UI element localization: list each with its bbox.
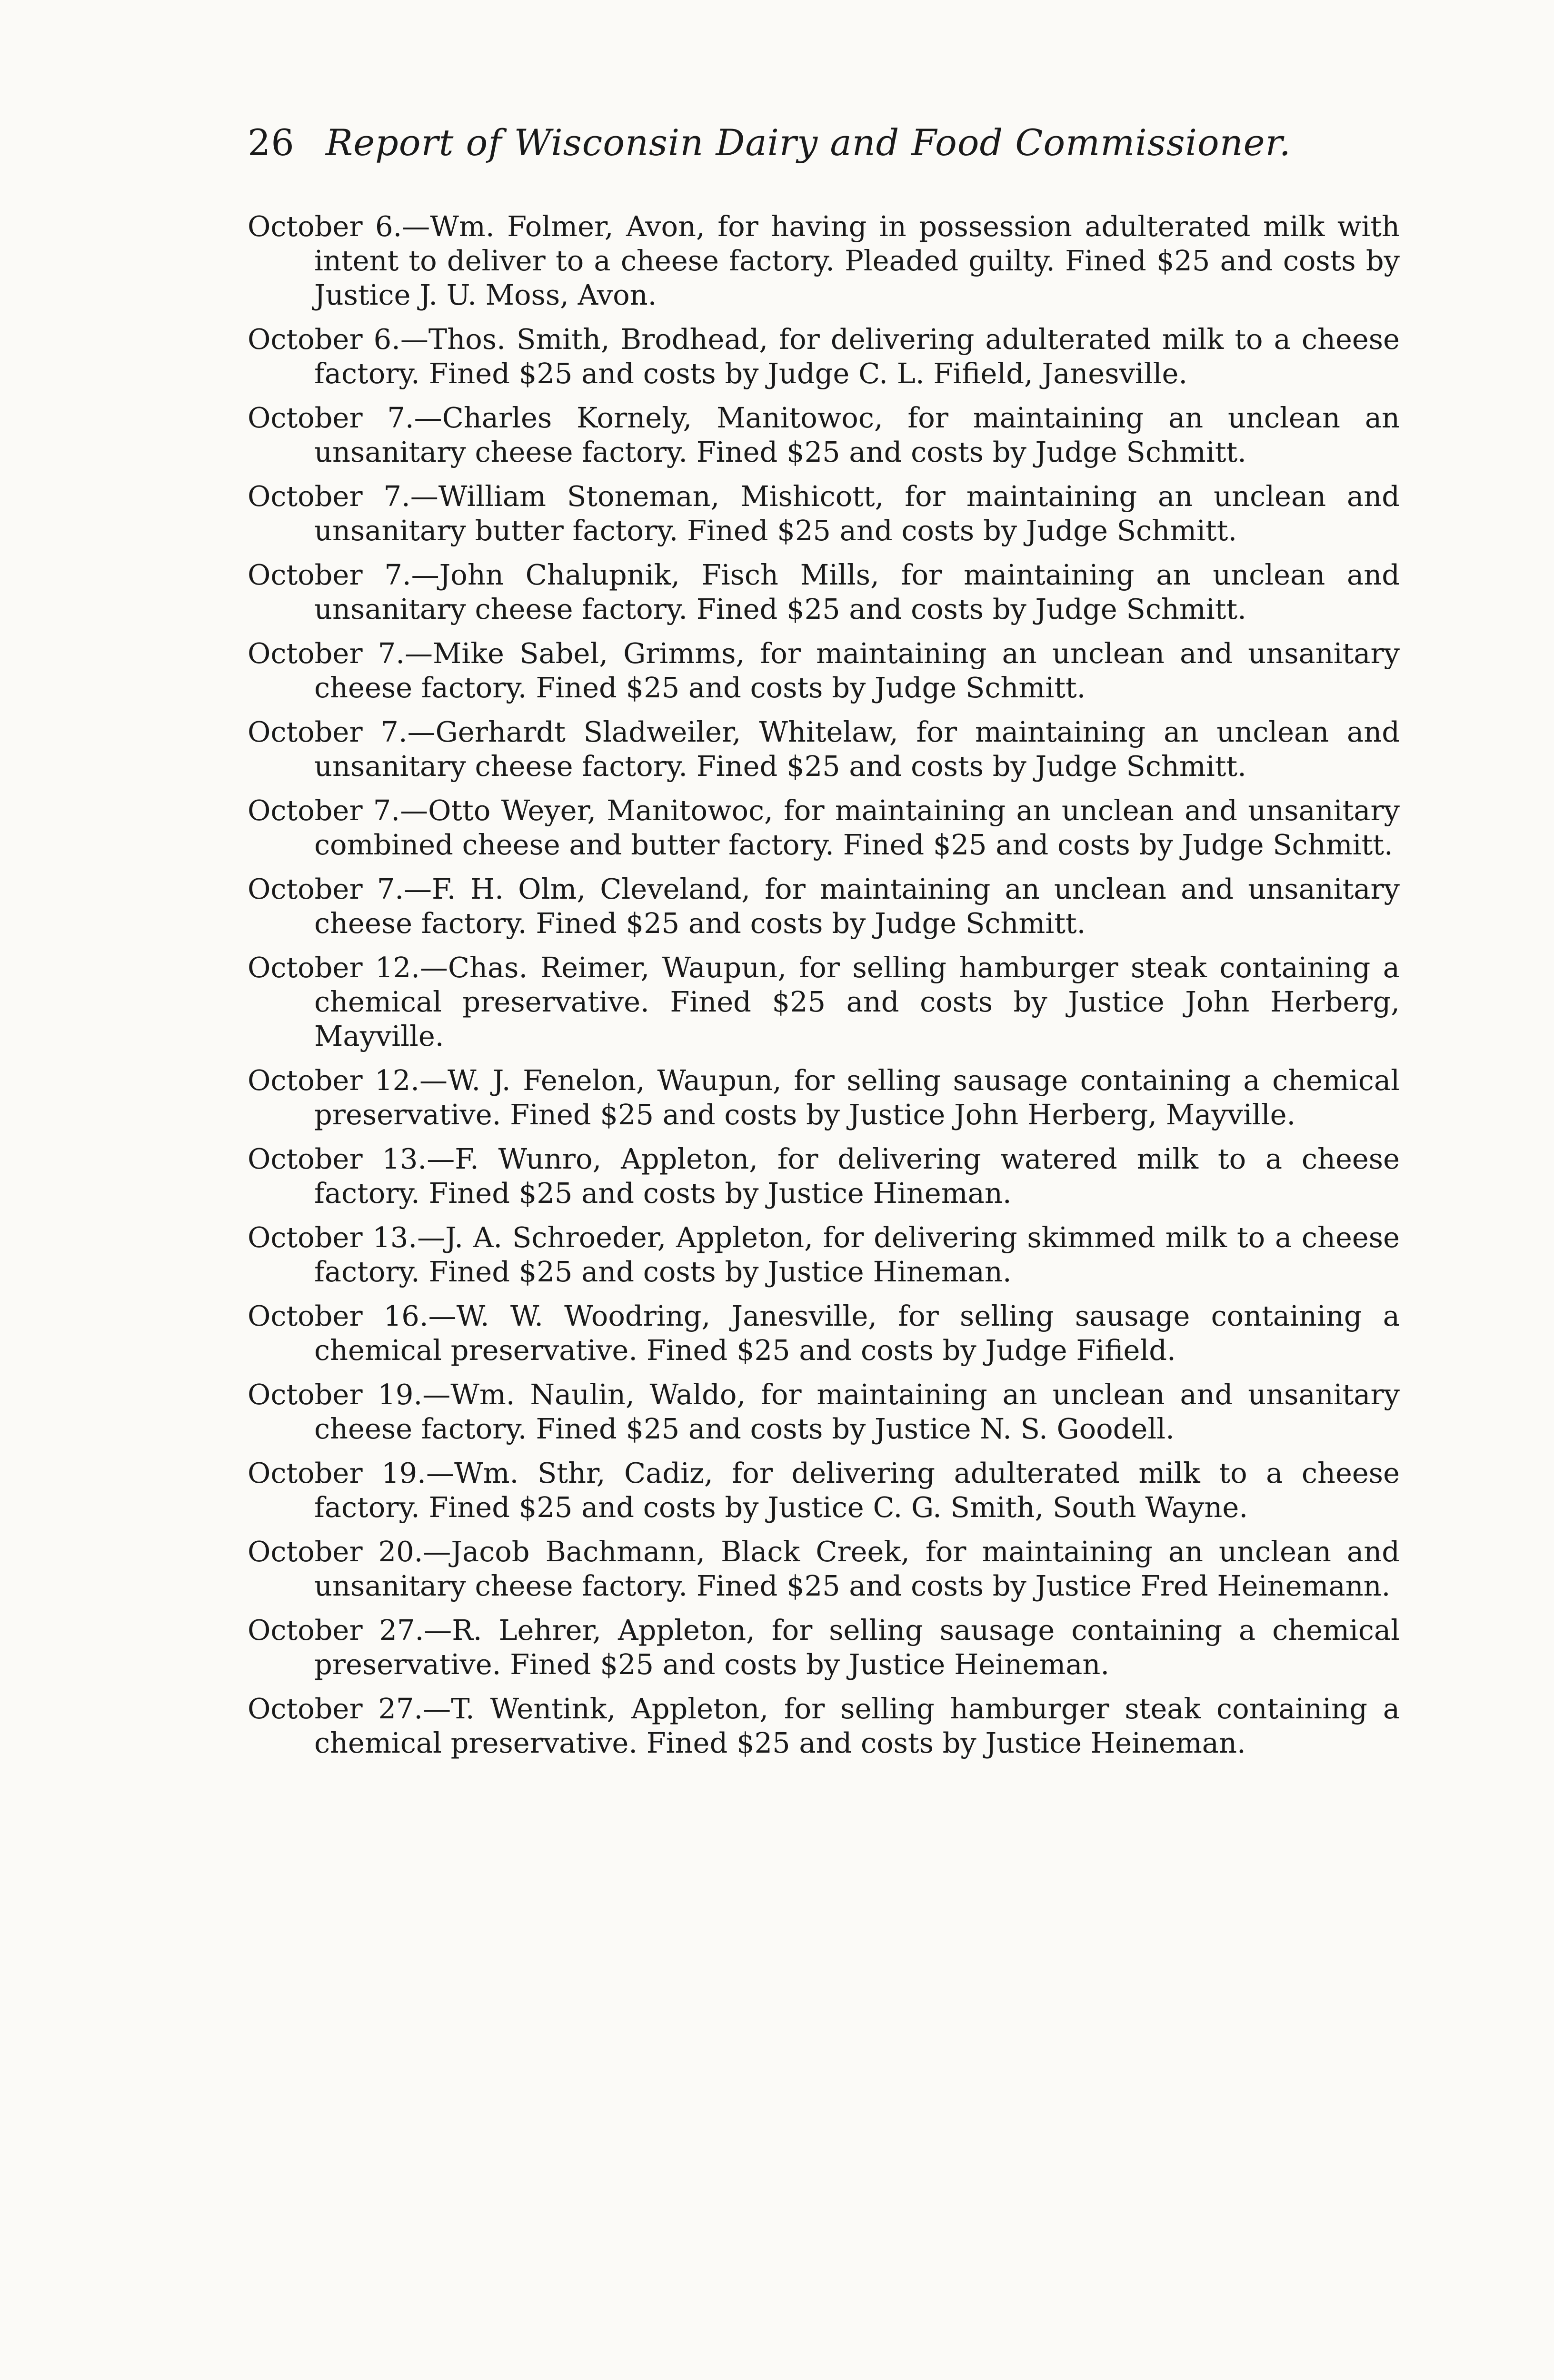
entry-date: October 7. (248, 401, 414, 434)
entry-text: —F. Wunro, Appleton, for delivering watered milk to a cheese factory. Fined $25 and costs by Justice Hineman. (314, 1142, 1400, 1210)
list-item (248, 401, 1400, 469)
list-item (248, 1378, 1400, 1446)
entry-date: October 19. (248, 1378, 423, 1411)
list-item (248, 1456, 1400, 1525)
list-item (248, 951, 1400, 1053)
entry-text: —Jacob Bachmann, Black Creek, for maintaining an unclean and unsanitary cheese factory. Fined $25 and costs by Justice Fred Heinemann. (314, 1535, 1400, 1602)
entry-text: —W. W. Woodring, Janesville, for selling sausage containing a chemical preservative. Fined $25 and costs by Judge Fifield. (314, 1299, 1400, 1367)
entry-text: —T. Wentink, Appleton, for selling hamburger steak containing a chemical preservative. Fined $25 and costs by Justice Heineman. (314, 1692, 1400, 1759)
page-number: 26 (248, 121, 295, 164)
list-item (248, 1692, 1400, 1760)
entry-date: October 6. (248, 323, 400, 356)
entry-text: —Wm. Folmer, Avon, for having in possession adulterated milk with intent to deliver to a cheese factory. Pleaded guilty. Fined $25 and costs by Justice J. U. Moss, Avon. (314, 210, 1400, 311)
entry-text: —William Stoneman, Mishicott, for maintaining an unclean and unsanitary butter factory. Fined $25 and costs by Judge Schmitt. (314, 480, 1400, 547)
entry-text: —J. A. Schroeder, Appleton, for delivering skimmed milk to a cheese factory. Fined $25 and costs by Justice Hineman. (314, 1221, 1400, 1288)
entry-text: —F. H. Olm, Cleveland, for maintaining an unclean and unsanitary cheese factory. Fined $25 and costs by Judge Schmitt. (314, 873, 1400, 940)
entry-date: October 7. (248, 715, 408, 748)
entry-date: October 7. (248, 480, 410, 513)
entry-date: October 19. (248, 1457, 426, 1489)
list-item (248, 793, 1400, 862)
entry-date: October 7. (248, 637, 405, 670)
entry-text: —Wm. Sthr, Cadiz, for delivering adulterated milk to a cheese factory. Fined $25 and costs by Justice C. G. Smith, South Wayne. (314, 1457, 1400, 1524)
list-item (248, 715, 1400, 783)
entry-date: October 7. (248, 794, 400, 827)
list-item (248, 1535, 1400, 1603)
page-title: Report of Wisconsin Dairy and Food Commissioner. (325, 121, 1291, 164)
page-header (248, 120, 1400, 166)
entry-date: October 12. (248, 1064, 419, 1097)
list-item (248, 636, 1400, 705)
entry-text: —Gerhardt Sladweiler, Whitelaw, for maintaining an unclean and unsanitary cheese factory. Fined $25 and costs by Judge Schmitt. (314, 715, 1400, 783)
entry-text: —Charles Kornely, Manitowoc, for maintaining an unclean an unsanitary cheese factory. Fined $25 and costs by Judge Schmitt. (314, 401, 1400, 468)
entry-date: October 20. (248, 1535, 423, 1568)
entry-text: —Wm. Naulin, Waldo, for maintaining an unclean and unsanitary cheese factory. Fined $25 and costs by Justice N. S. Goodell. (314, 1378, 1400, 1445)
entry-text: —Otto Weyer, Manitowoc, for maintaining an unclean and unsanitary combined cheese and butter factory. Fined $25 and costs by Judge Schmitt. (314, 794, 1400, 861)
entry-date: October 27. (248, 1692, 423, 1725)
list-item (248, 1220, 1400, 1289)
entry-date: October 27. (248, 1614, 424, 1646)
entry-text: —W. J. Fenelon, Waupun, for selling sausage containing a chemical preservative. Fined $25 and costs by Justice John Herberg, Mayville. (314, 1064, 1400, 1131)
entry-text: —John Chalupnik, Fisch Mills, for maintaining an unclean and unsanitary cheese factory. Fined $25 and costs by Judge Schmitt. (314, 558, 1400, 625)
list-item (248, 1613, 1400, 1682)
entry-text: —Chas. Reimer, Waupun, for selling hamburger steak containing a chemical preservative. Fined $25 and costs by Justice John Herberg, Mayville. (314, 951, 1400, 1052)
list-item (248, 1142, 1400, 1210)
list-item (248, 1063, 1400, 1132)
entry-date: October 13. (248, 1221, 418, 1254)
entry-date: October 7. (248, 873, 404, 905)
entry-date: October 16. (248, 1299, 428, 1332)
entries-list (248, 209, 1400, 1770)
entry-date: October 7. (248, 558, 411, 591)
list-item (248, 1299, 1400, 1368)
entry-text: —Mike Sabel, Grimms, for maintaining an unclean and unsanitary cheese factory. Fined $25 and costs by Judge Schmitt. (314, 637, 1400, 704)
entry-date: October 12. (248, 951, 420, 984)
list-item (248, 558, 1400, 626)
list-item (248, 322, 1400, 391)
list-item (248, 479, 1400, 548)
list-item (248, 872, 1400, 941)
entry-date: October 13. (248, 1142, 427, 1175)
entry-text: —Thos. Smith, Brodhead, for delivering adulterated milk to a cheese factory. Fined $25 and costs by Judge C. L. Fifield, Janesville. (314, 323, 1400, 390)
entry-date: October 6. (248, 210, 402, 243)
list-item (248, 209, 1400, 312)
entry-text: —R. Lehrer, Appleton, for selling sausage containing a chemical preservative. Fined $25 and costs by Justice Heineman. (314, 1614, 1400, 1681)
